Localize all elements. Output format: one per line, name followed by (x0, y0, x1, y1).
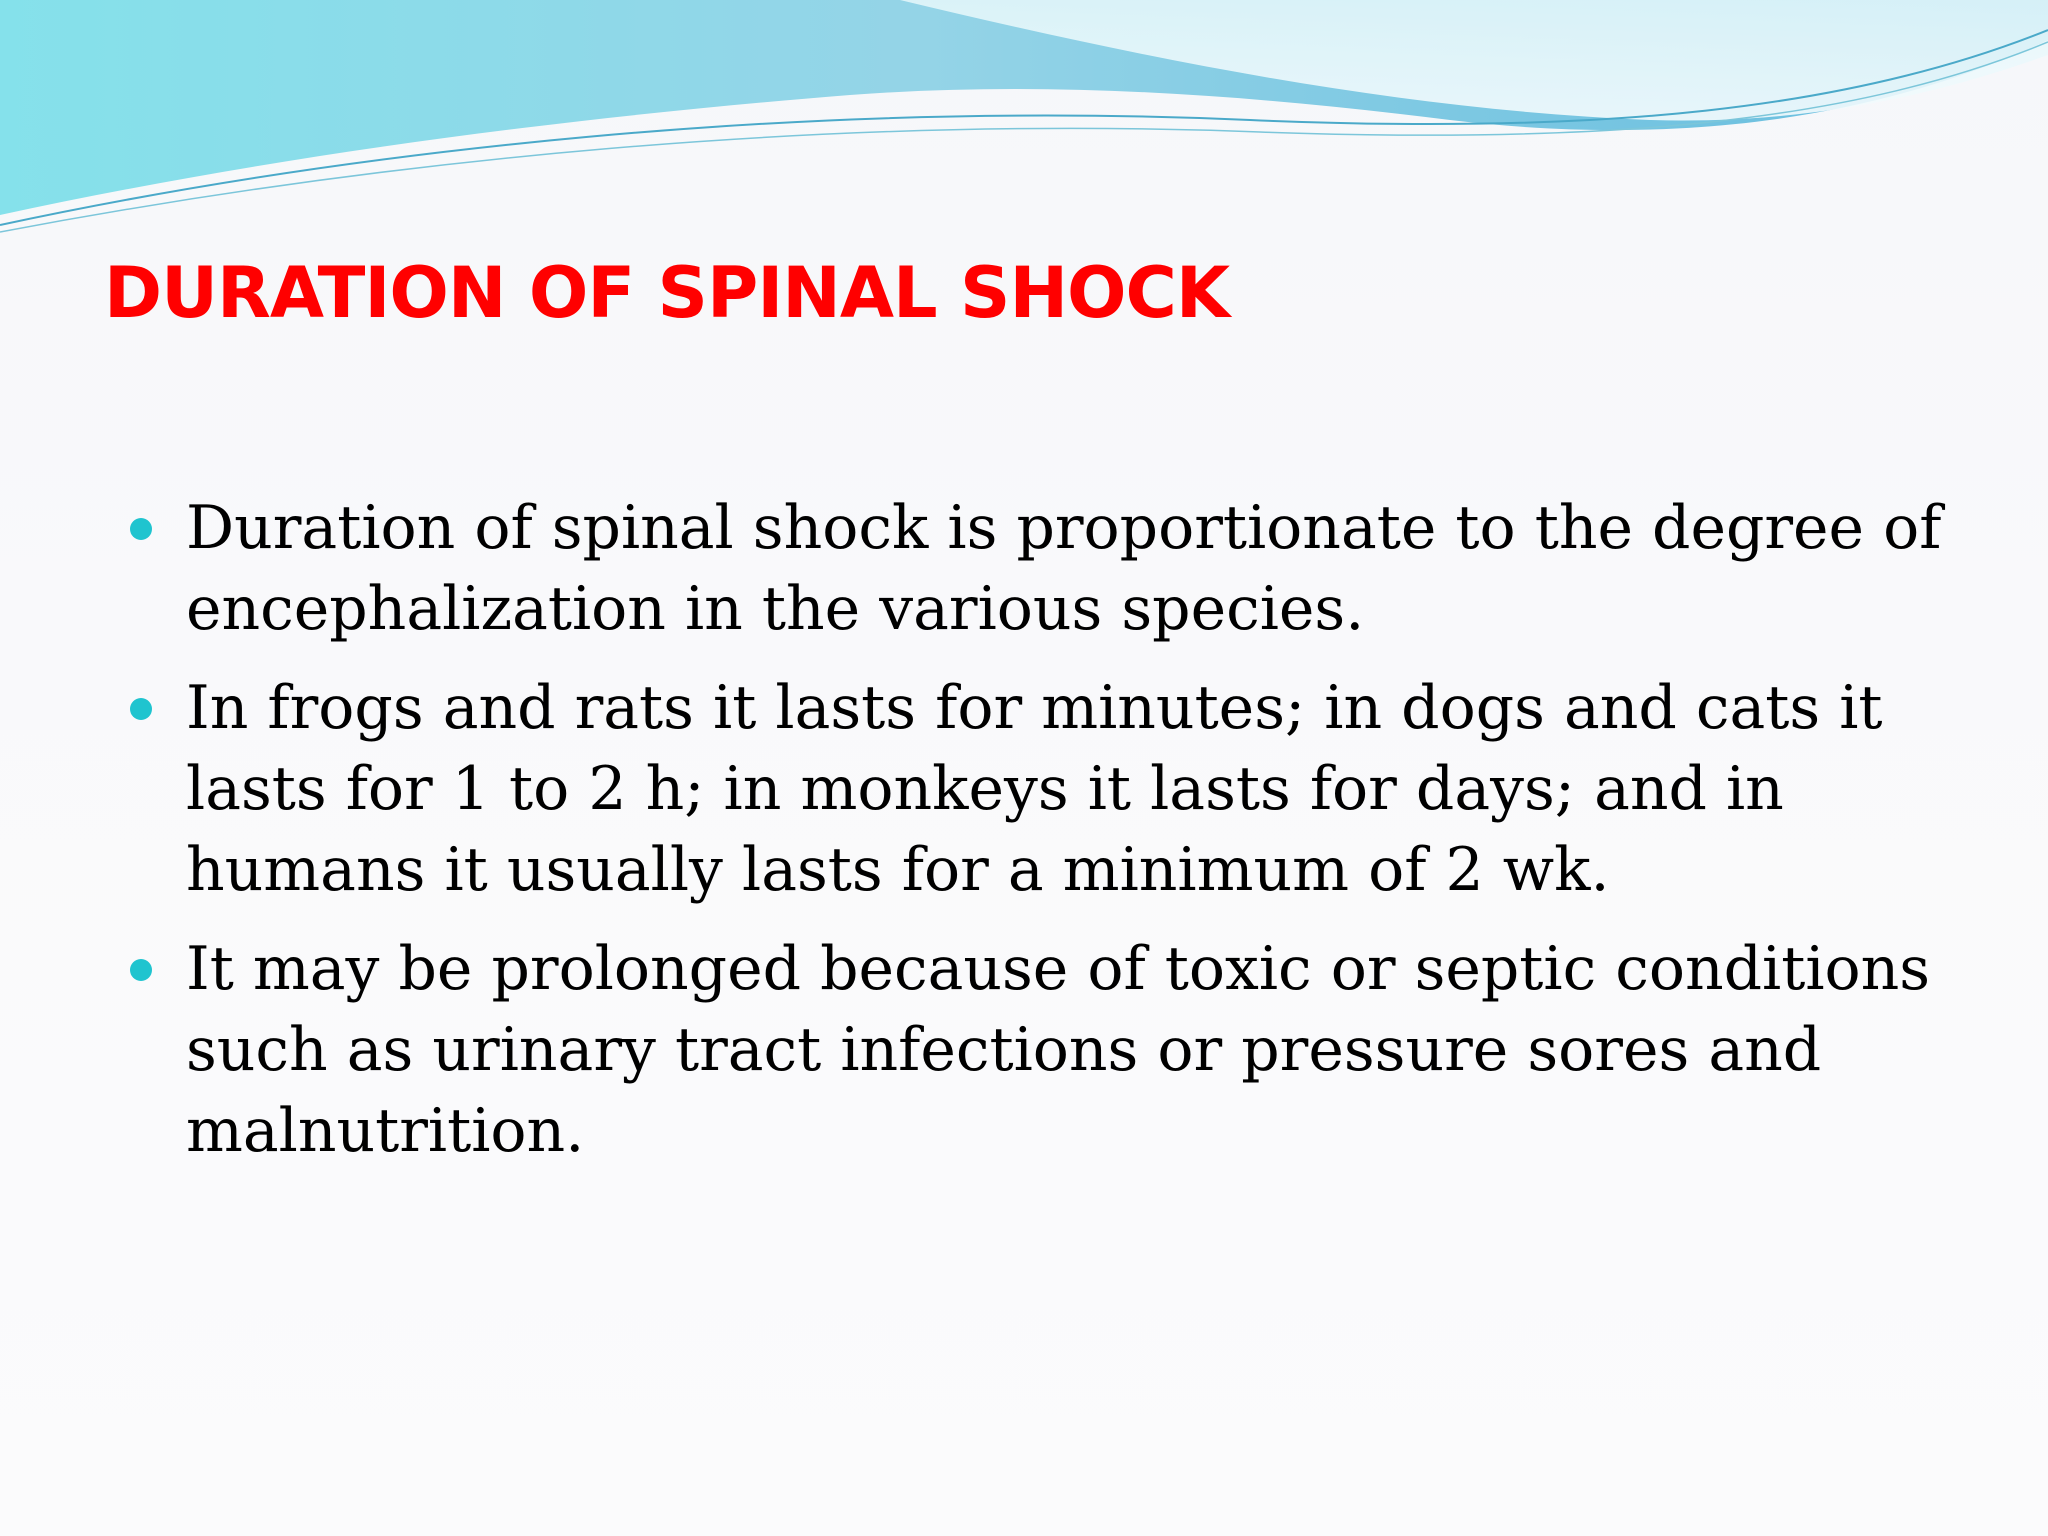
bullet-item (128, 668, 2008, 911)
bullet-dot-icon (130, 959, 152, 981)
bullet-dot-icon (130, 698, 152, 720)
bullet-item (128, 929, 2008, 1172)
bullet-item (128, 488, 2008, 650)
bullet-dot-icon (130, 518, 152, 540)
bullet-text: In frogs and rats it lasts for minutes; in dogs and cats it lasts for 1 to 2 h; in monkeys it lasts for days; and in humans it usually lasts for a minimum of 2 wk. (186, 673, 1883, 905)
bullet-list (128, 488, 2008, 1190)
header-wave-decoration (0, 0, 2048, 240)
bullet-text: It may be prolonged because of toxic or septic conditions such as urinary tract infections or pressure sores and malnutrition. (186, 934, 1931, 1166)
slide-title: DURATION OF SPINAL SHOCK (104, 252, 1230, 334)
bullet-text: Duration of spinal shock is proportionate to the degree of encephalization in the various species. (186, 493, 1942, 644)
